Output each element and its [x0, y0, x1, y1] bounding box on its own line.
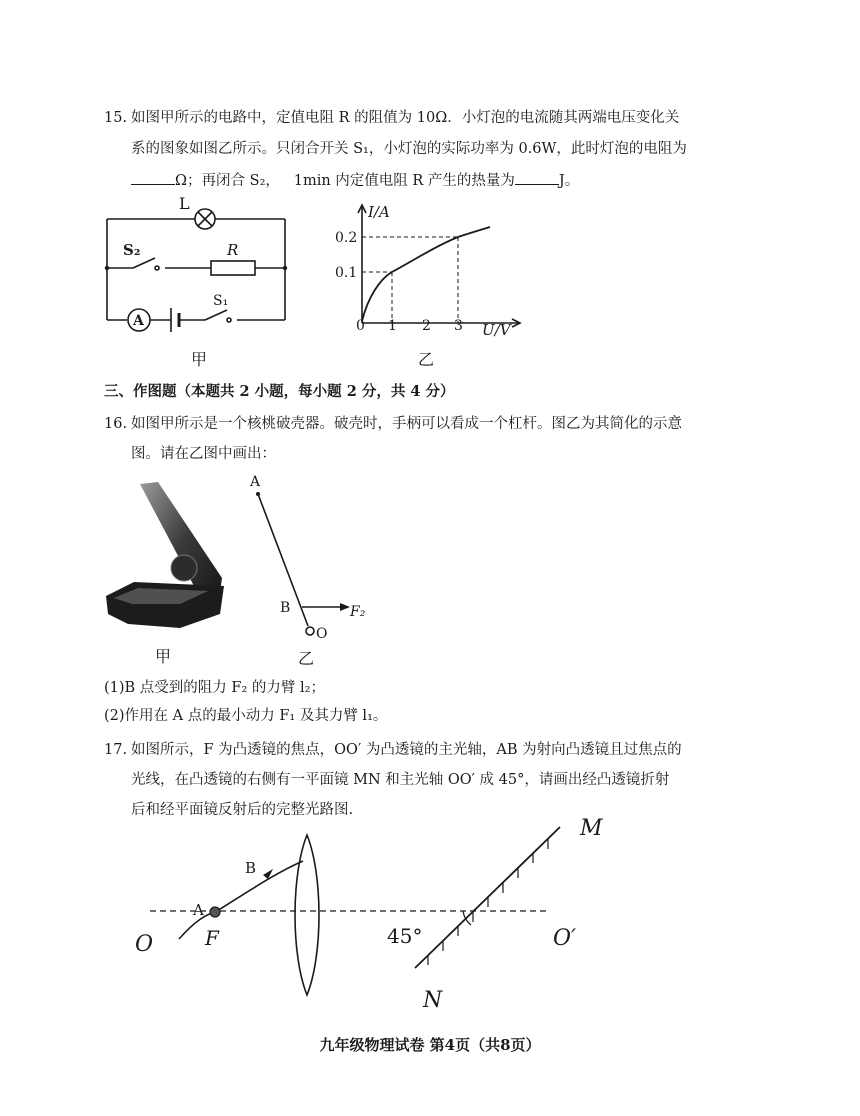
- q15-line3-part-c: J。: [558, 173, 580, 189]
- q15-line3-part-b: 1min 内定值电阻 R 产生的热量为: [293, 173, 515, 189]
- q16-item-2: (2)作用在 A 点的最小动力 F₁ 及其力臂 l₁。: [104, 708, 388, 724]
- graph-x-label: U/V: [482, 321, 511, 339]
- lever-caption: 乙: [298, 649, 315, 668]
- nutcracker-photo: [100, 474, 240, 674]
- graph-x-tick-3: 3: [454, 318, 463, 334]
- axis-label-o: O: [135, 932, 154, 957]
- convex-lens: [295, 835, 319, 995]
- circuit-caption: 甲: [191, 350, 208, 369]
- incident-ray: [179, 861, 303, 939]
- point-a-label: A: [193, 901, 204, 919]
- lamp-label: L: [179, 195, 190, 213]
- axis-label-o-prime: O′: [553, 926, 577, 951]
- graph-y-tick-0.1: 0.1: [335, 265, 358, 281]
- switch-s1-blade: [205, 310, 227, 320]
- focus-point: [210, 907, 220, 917]
- graph-y-label: I/A: [368, 203, 390, 221]
- resistor-label: R: [227, 241, 239, 259]
- lever-force-f2: F₂: [350, 604, 366, 620]
- graph-x-tick-2: 2: [422, 318, 431, 334]
- point-b-label: B: [245, 859, 257, 877]
- q17-line2: 光线，在凸透镜的右侧有一平面镜 MN 和主光轴 OO′ 成 45°，请画出经凸透镜折射: [131, 772, 670, 788]
- q15-line3-part-a: Ω；再闭合 S₂，: [175, 173, 280, 189]
- q16-line1: 如图甲所示是一个核桃破壳器。破壳时，手柄可以看成一个杠杆。图乙为其简化的示意: [131, 416, 682, 432]
- resistor-r: [211, 261, 255, 275]
- switch-s2-blade: [133, 258, 155, 268]
- q15-blank1: [131, 170, 175, 185]
- mirror-label-m: M: [580, 816, 603, 841]
- q17-line1: 如图所示，F 为凸透镜的焦点，OO′ 为凸透镜的主光轴，AB 为射向凸透镜且过焦点的: [131, 742, 682, 758]
- lever-diagram: [240, 470, 380, 670]
- photo-caption: 甲: [155, 647, 172, 666]
- pivot-o: [306, 627, 314, 635]
- graph-caption: 乙: [418, 350, 435, 369]
- iu-curve: [362, 227, 490, 321]
- circuit-diagram: [95, 195, 305, 375]
- mirror-label-n: N: [423, 988, 443, 1013]
- switch-s1-label: S₁: [213, 293, 229, 309]
- mirror-hatching: [428, 839, 548, 965]
- ammeter-label: A: [133, 313, 144, 329]
- focus-label-f: F: [205, 926, 219, 950]
- graph-x-tick-0: 0: [356, 318, 365, 334]
- graph-y-tick-0.2: 0.2: [335, 230, 358, 246]
- section-3-heading: 三、作图题（本题共 2 小题，每小题 2 分，共 4 分）: [104, 383, 455, 400]
- nutcracker-base: [106, 582, 224, 628]
- switch-s2-label: S₂: [123, 241, 141, 259]
- nutcracker-hinge: [171, 555, 197, 581]
- q17-number: 17.: [104, 742, 128, 758]
- graph-x-tick-1: 1: [388, 318, 397, 334]
- lever-point-b: B: [280, 600, 291, 616]
- q16-line2: 图。请在乙图中画出：: [131, 446, 276, 462]
- lever-point-a: A: [250, 474, 261, 490]
- q17-line3: 后和经平面镜反射后的完整光路图.: [131, 802, 354, 818]
- lever-point-o: O: [316, 626, 328, 642]
- q16-item-1: (1)B 点受到的阻力 F₂ 的力臂 l₂；: [104, 680, 325, 696]
- page-footer: 九年级物理试卷 第4页（共8页）: [319, 1036, 541, 1054]
- q15-blank2: [515, 170, 559, 185]
- q15-line2: 系的图象如图乙所示。只闭合开关 S₁，小灯泡的实际功率为 0.6W，此时灯泡的电阻为: [131, 141, 687, 157]
- q15-line1: 如图甲所示的电路中，定值电阻 R 的阻值为 10Ω．小灯泡的电流随其两端电压变化关: [131, 110, 680, 126]
- q15-number: 15.: [104, 110, 128, 126]
- iu-graph: [330, 195, 530, 375]
- q16-number: 16.: [104, 416, 128, 432]
- optics-diagram: [125, 815, 605, 1020]
- q15-line3: [131, 170, 579, 191]
- angle-label: 45°: [387, 924, 423, 948]
